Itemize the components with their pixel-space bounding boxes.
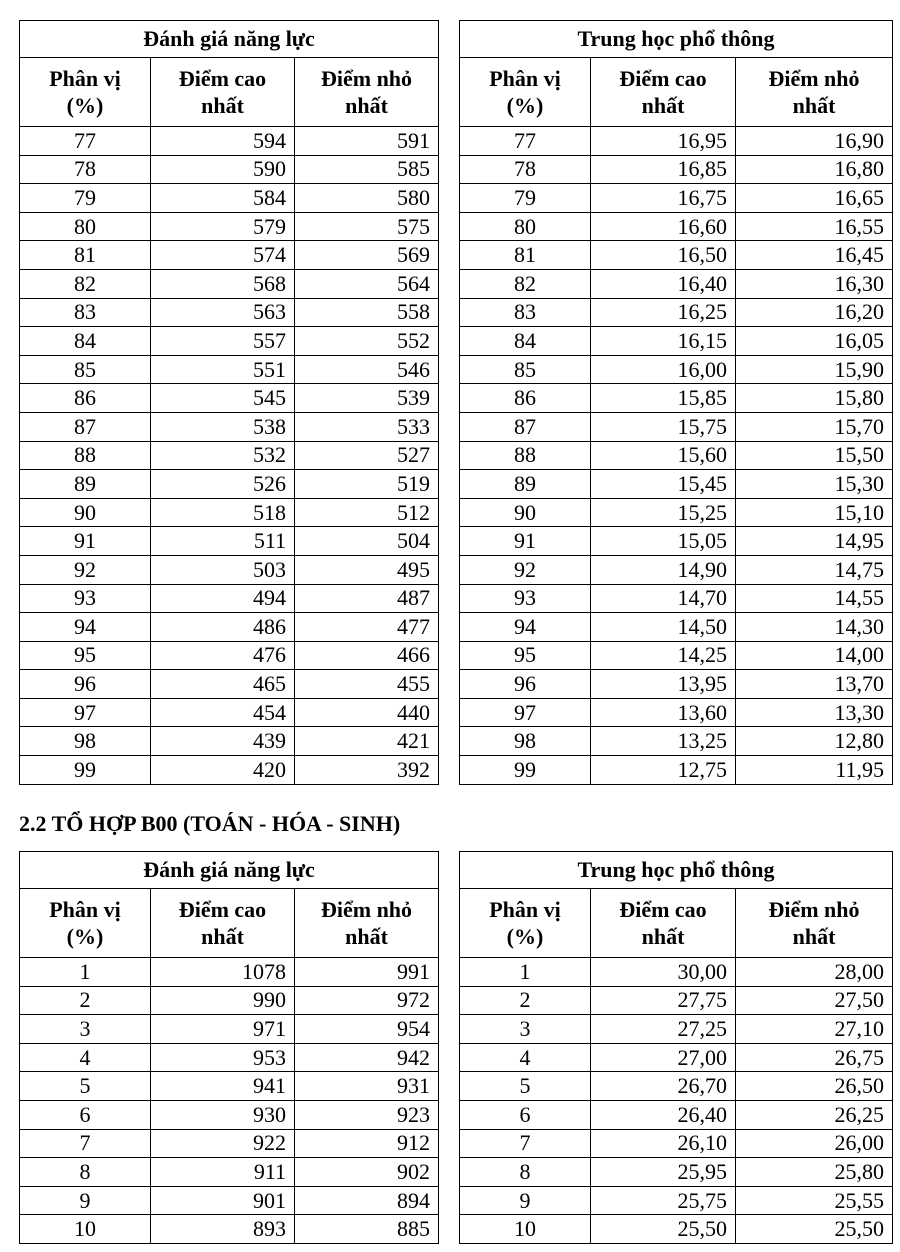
min-score-cell: 539 [295, 384, 439, 413]
table-title: Đánh giá năng lực [20, 21, 439, 58]
table-row [20, 155, 439, 184]
percentile-cell: 90 [20, 498, 151, 527]
thpt-percentile-table-2 [459, 851, 893, 1244]
min-score-cell: 13,70 [736, 670, 893, 699]
table-row [20, 1129, 439, 1158]
min-score-cell: 569 [295, 241, 439, 270]
percentile-cell: 93 [460, 584, 591, 613]
percentile-cell: 95 [460, 641, 591, 670]
table-row [20, 269, 439, 298]
column-header-max-score: Điểm cao nhất [151, 58, 295, 127]
table-row [20, 527, 439, 556]
column-header-percentile: Phân vị (%) [20, 58, 151, 127]
max-score-cell: 557 [151, 327, 295, 356]
min-score-cell: 564 [295, 269, 439, 298]
max-score-cell: 26,10 [591, 1129, 736, 1158]
max-score-cell: 494 [151, 584, 295, 613]
table-row [20, 241, 439, 270]
percentile-cell: 97 [460, 698, 591, 727]
percentile-cell: 99 [20, 756, 151, 785]
table-row [20, 1186, 439, 1215]
max-score-cell: 13,60 [591, 698, 736, 727]
table-row [20, 727, 439, 756]
percentile-cell: 78 [20, 155, 151, 184]
min-score-cell: 27,10 [736, 1015, 893, 1044]
min-score-cell: 26,00 [736, 1129, 893, 1158]
table-row [20, 986, 439, 1015]
min-score-cell: 477 [295, 613, 439, 642]
max-score-cell: 486 [151, 613, 295, 642]
max-score-cell: 16,50 [591, 241, 736, 270]
percentile-cell: 6 [20, 1100, 151, 1129]
percentile-cell: 82 [20, 269, 151, 298]
min-score-cell: 504 [295, 527, 439, 556]
percentile-cell: 88 [20, 441, 151, 470]
table-row [20, 212, 439, 241]
min-score-cell: 14,00 [736, 641, 893, 670]
percentile-cell: 97 [20, 698, 151, 727]
max-score-cell: 16,25 [591, 298, 736, 327]
min-score-cell: 14,75 [736, 555, 893, 584]
max-score-cell: 579 [151, 212, 295, 241]
min-score-cell: 15,70 [736, 412, 893, 441]
table-row [20, 555, 439, 584]
table-row [460, 327, 893, 356]
max-score-cell: 13,25 [591, 727, 736, 756]
min-score-cell: 533 [295, 412, 439, 441]
max-score-cell: 901 [151, 1186, 295, 1215]
min-score-cell: 585 [295, 155, 439, 184]
percentile-cell: 4 [20, 1043, 151, 1072]
min-score-cell: 942 [295, 1043, 439, 1072]
table-row [20, 641, 439, 670]
percentile-cell: 5 [20, 1072, 151, 1101]
min-score-cell: 11,95 [736, 756, 893, 785]
max-score-cell: 518 [151, 498, 295, 527]
max-score-cell: 574 [151, 241, 295, 270]
min-score-cell: 440 [295, 698, 439, 727]
percentile-cell: 2 [20, 986, 151, 1015]
max-score-cell: 584 [151, 184, 295, 213]
max-score-cell: 14,25 [591, 641, 736, 670]
min-score-cell: 558 [295, 298, 439, 327]
max-score-cell: 27,75 [591, 986, 736, 1015]
percentile-cell: 98 [460, 727, 591, 756]
max-score-cell: 990 [151, 986, 295, 1015]
max-score-cell: 476 [151, 641, 295, 670]
max-score-cell: 971 [151, 1015, 295, 1044]
percentile-cell: 98 [20, 727, 151, 756]
table-row [20, 1015, 439, 1044]
table-row [20, 698, 439, 727]
table-row [20, 127, 439, 156]
max-score-cell: 551 [151, 355, 295, 384]
table-row [460, 127, 893, 156]
min-score-cell: 26,25 [736, 1100, 893, 1129]
table-row [460, 1072, 893, 1101]
min-score-cell: 15,30 [736, 470, 893, 499]
max-score-cell: 16,15 [591, 327, 736, 356]
max-score-cell: 590 [151, 155, 295, 184]
max-score-cell: 16,60 [591, 212, 736, 241]
percentile-cell: 10 [460, 1215, 591, 1244]
percentile-cell: 79 [460, 184, 591, 213]
max-score-cell: 15,85 [591, 384, 736, 413]
percentile-cell: 82 [460, 269, 591, 298]
percentile-cell: 89 [460, 470, 591, 499]
table-row [20, 584, 439, 613]
column-header-min-score: Điểm nhỏ nhất [736, 889, 893, 958]
min-score-cell: 991 [295, 958, 439, 987]
min-score-cell: 12,80 [736, 727, 893, 756]
min-score-cell: 28,00 [736, 958, 893, 987]
max-score-cell: 16,85 [591, 155, 736, 184]
min-score-cell: 487 [295, 584, 439, 613]
max-score-cell: 15,25 [591, 498, 736, 527]
max-score-cell: 30,00 [591, 958, 736, 987]
percentile-cell: 8 [20, 1158, 151, 1187]
max-score-cell: 532 [151, 441, 295, 470]
max-score-cell: 545 [151, 384, 295, 413]
table-row [460, 1015, 893, 1044]
min-score-cell: 25,80 [736, 1158, 893, 1187]
table-row [20, 1100, 439, 1129]
max-score-cell: 941 [151, 1072, 295, 1101]
table-row [20, 498, 439, 527]
max-score-cell: 594 [151, 127, 295, 156]
percentile-cell: 99 [460, 756, 591, 785]
min-score-cell: 591 [295, 127, 439, 156]
table-row [460, 355, 893, 384]
min-score-cell: 546 [295, 355, 439, 384]
table-row [460, 641, 893, 670]
percentile-cell: 94 [20, 613, 151, 642]
table-row [20, 958, 439, 987]
percentile-cell: 95 [20, 641, 151, 670]
max-score-cell: 26,70 [591, 1072, 736, 1101]
min-score-cell: 16,55 [736, 212, 893, 241]
percentile-cell: 1 [460, 958, 591, 987]
percentile-cell: 87 [460, 412, 591, 441]
table-row [460, 384, 893, 413]
percentile-cell: 86 [460, 384, 591, 413]
percentile-cell: 77 [460, 127, 591, 156]
percentile-cell: 86 [20, 384, 151, 413]
percentile-cell: 91 [460, 527, 591, 556]
table-row [20, 470, 439, 499]
min-score-cell: 14,95 [736, 527, 893, 556]
min-score-cell: 894 [295, 1186, 439, 1215]
column-header-percentile: Phân vị (%) [20, 889, 151, 958]
table-row [460, 958, 893, 987]
min-score-cell: 902 [295, 1158, 439, 1187]
dgnl-percentile-table-2 [19, 851, 439, 1244]
percentile-cell: 80 [460, 212, 591, 241]
column-header-max-score: Điểm cao nhất [151, 889, 295, 958]
min-score-cell: 455 [295, 670, 439, 699]
table-row [20, 412, 439, 441]
percentile-cell: 92 [20, 555, 151, 584]
table-row [460, 613, 893, 642]
max-score-cell: 15,05 [591, 527, 736, 556]
thpt-percentile-table-1 [459, 20, 893, 785]
table-row [460, 727, 893, 756]
percentile-cell: 9 [20, 1186, 151, 1215]
table-row [20, 298, 439, 327]
column-header-min-score: Điểm nhỏ nhất [736, 58, 893, 127]
max-score-cell: 454 [151, 698, 295, 727]
min-score-cell: 16,90 [736, 127, 893, 156]
table-row [460, 756, 893, 785]
max-score-cell: 16,95 [591, 127, 736, 156]
percentile-cell: 85 [20, 355, 151, 384]
percentile-cell: 79 [20, 184, 151, 213]
percentile-cell: 2 [460, 986, 591, 1015]
min-score-cell: 16,30 [736, 269, 893, 298]
max-score-cell: 563 [151, 298, 295, 327]
min-score-cell: 26,75 [736, 1043, 893, 1072]
max-score-cell: 911 [151, 1158, 295, 1187]
table-row [460, 670, 893, 699]
table-row [460, 986, 893, 1015]
percentile-cell: 84 [460, 327, 591, 356]
max-score-cell: 526 [151, 470, 295, 499]
max-score-cell: 930 [151, 1100, 295, 1129]
min-score-cell: 16,65 [736, 184, 893, 213]
table-row [460, 555, 893, 584]
percentile-cell: 83 [20, 298, 151, 327]
table-row [20, 613, 439, 642]
percentile-cell: 91 [20, 527, 151, 556]
table-row [460, 184, 893, 213]
max-score-cell: 14,90 [591, 555, 736, 584]
min-score-cell: 15,90 [736, 355, 893, 384]
percentile-cell: 83 [460, 298, 591, 327]
column-header-min-score: Điểm nhỏ nhất [295, 889, 439, 958]
max-score-cell: 16,00 [591, 355, 736, 384]
max-score-cell: 503 [151, 555, 295, 584]
table-row [460, 441, 893, 470]
column-header-max-score: Điểm cao nhất [591, 889, 736, 958]
table-row [20, 1043, 439, 1072]
percentile-cell: 93 [20, 584, 151, 613]
max-score-cell: 16,75 [591, 184, 736, 213]
min-score-cell: 15,10 [736, 498, 893, 527]
percentile-cell: 8 [460, 1158, 591, 1187]
percentile-cell: 85 [460, 355, 591, 384]
min-score-cell: 27,50 [736, 986, 893, 1015]
percentile-cell: 94 [460, 613, 591, 642]
table-row [460, 212, 893, 241]
min-score-cell: 13,30 [736, 698, 893, 727]
percentile-cell: 5 [460, 1072, 591, 1101]
max-score-cell: 538 [151, 412, 295, 441]
table-row [20, 327, 439, 356]
min-score-cell: 954 [295, 1015, 439, 1044]
min-score-cell: 16,20 [736, 298, 893, 327]
min-score-cell: 16,45 [736, 241, 893, 270]
min-score-cell: 15,80 [736, 384, 893, 413]
min-score-cell: 575 [295, 212, 439, 241]
percentile-cell: 10 [20, 1215, 151, 1244]
max-score-cell: 14,50 [591, 613, 736, 642]
max-score-cell: 953 [151, 1043, 295, 1072]
percentile-cell: 92 [460, 555, 591, 584]
min-score-cell: 912 [295, 1129, 439, 1158]
max-score-cell: 14,70 [591, 584, 736, 613]
table-row [460, 1215, 893, 1244]
table-row [460, 155, 893, 184]
min-score-cell: 495 [295, 555, 439, 584]
percentile-cell: 81 [20, 241, 151, 270]
percentile-cell: 81 [460, 241, 591, 270]
max-score-cell: 25,95 [591, 1158, 736, 1187]
table-row [460, 527, 893, 556]
table-row [20, 184, 439, 213]
max-score-cell: 12,75 [591, 756, 736, 785]
max-score-cell: 420 [151, 756, 295, 785]
column-header-min-score: Điểm nhỏ nhất [295, 58, 439, 127]
min-score-cell: 885 [295, 1215, 439, 1244]
min-score-cell: 527 [295, 441, 439, 470]
max-score-cell: 511 [151, 527, 295, 556]
percentile-cell: 9 [460, 1186, 591, 1215]
percentile-cell: 80 [20, 212, 151, 241]
max-score-cell: 568 [151, 269, 295, 298]
percentile-cell: 7 [20, 1129, 151, 1158]
table-row [20, 384, 439, 413]
min-score-cell: 14,30 [736, 613, 893, 642]
table-row [20, 1072, 439, 1101]
percentile-cell: 1 [20, 958, 151, 987]
max-score-cell: 922 [151, 1129, 295, 1158]
section-heading-b00: 2.2 TỔ HỢP B00 (TOÁN - HÓA - SINH) [19, 811, 401, 836]
max-score-cell: 16,40 [591, 269, 736, 298]
table-row [460, 698, 893, 727]
min-score-cell: 16,80 [736, 155, 893, 184]
percentile-cell: 78 [460, 155, 591, 184]
table-row [20, 441, 439, 470]
min-score-cell: 14,55 [736, 584, 893, 613]
min-score-cell: 466 [295, 641, 439, 670]
min-score-cell: 392 [295, 756, 439, 785]
table-row [460, 269, 893, 298]
percentile-cell: 77 [20, 127, 151, 156]
table-row [460, 1043, 893, 1072]
percentile-cell: 96 [20, 670, 151, 699]
min-score-cell: 931 [295, 1072, 439, 1101]
min-score-cell: 580 [295, 184, 439, 213]
max-score-cell: 15,75 [591, 412, 736, 441]
max-score-cell: 25,75 [591, 1186, 736, 1215]
percentile-cell: 90 [460, 498, 591, 527]
max-score-cell: 15,60 [591, 441, 736, 470]
max-score-cell: 13,95 [591, 670, 736, 699]
max-score-cell: 465 [151, 670, 295, 699]
table-row [460, 1186, 893, 1215]
min-score-cell: 923 [295, 1100, 439, 1129]
table-row [20, 1158, 439, 1187]
max-score-cell: 26,40 [591, 1100, 736, 1129]
percentile-cell: 7 [460, 1129, 591, 1158]
percentile-cell: 88 [460, 441, 591, 470]
min-score-cell: 972 [295, 986, 439, 1015]
max-score-cell: 439 [151, 727, 295, 756]
percentile-cell: 4 [460, 1043, 591, 1072]
percentile-cell: 89 [20, 470, 151, 499]
table-row [460, 1158, 893, 1187]
table-row [460, 470, 893, 499]
min-score-cell: 15,50 [736, 441, 893, 470]
table-row [20, 756, 439, 785]
percentile-cell: 87 [20, 412, 151, 441]
table-row [460, 1129, 893, 1158]
table-title: Trung học phổ thông [460, 852, 893, 889]
table-row [20, 670, 439, 699]
max-score-cell: 27,00 [591, 1043, 736, 1072]
table-title: Đánh giá năng lực [20, 852, 439, 889]
min-score-cell: 552 [295, 327, 439, 356]
column-header-percentile: Phân vị (%) [460, 889, 591, 958]
dgnl-percentile-table-1 [19, 20, 439, 785]
percentile-cell: 3 [460, 1015, 591, 1044]
percentile-cell: 3 [20, 1015, 151, 1044]
table-row [20, 355, 439, 384]
min-score-cell: 26,50 [736, 1072, 893, 1101]
column-header-max-score: Điểm cao nhất [591, 58, 736, 127]
percentile-cell: 84 [20, 327, 151, 356]
table-row [460, 412, 893, 441]
max-score-cell: 15,45 [591, 470, 736, 499]
min-score-cell: 25,55 [736, 1186, 893, 1215]
table-row [460, 241, 893, 270]
percentile-cell: 6 [460, 1100, 591, 1129]
max-score-cell: 27,25 [591, 1015, 736, 1044]
max-score-cell: 1078 [151, 958, 295, 987]
table-row [460, 1100, 893, 1129]
table-row [20, 1215, 439, 1244]
table-title: Trung học phổ thông [460, 21, 893, 58]
min-score-cell: 421 [295, 727, 439, 756]
min-score-cell: 16,05 [736, 327, 893, 356]
percentile-cell: 96 [460, 670, 591, 699]
max-score-cell: 25,50 [591, 1215, 736, 1244]
min-score-cell: 519 [295, 470, 439, 499]
min-score-cell: 25,50 [736, 1215, 893, 1244]
max-score-cell: 893 [151, 1215, 295, 1244]
table-row [460, 584, 893, 613]
min-score-cell: 512 [295, 498, 439, 527]
table-row [460, 298, 893, 327]
column-header-percentile: Phân vị (%) [460, 58, 591, 127]
table-row [460, 498, 893, 527]
